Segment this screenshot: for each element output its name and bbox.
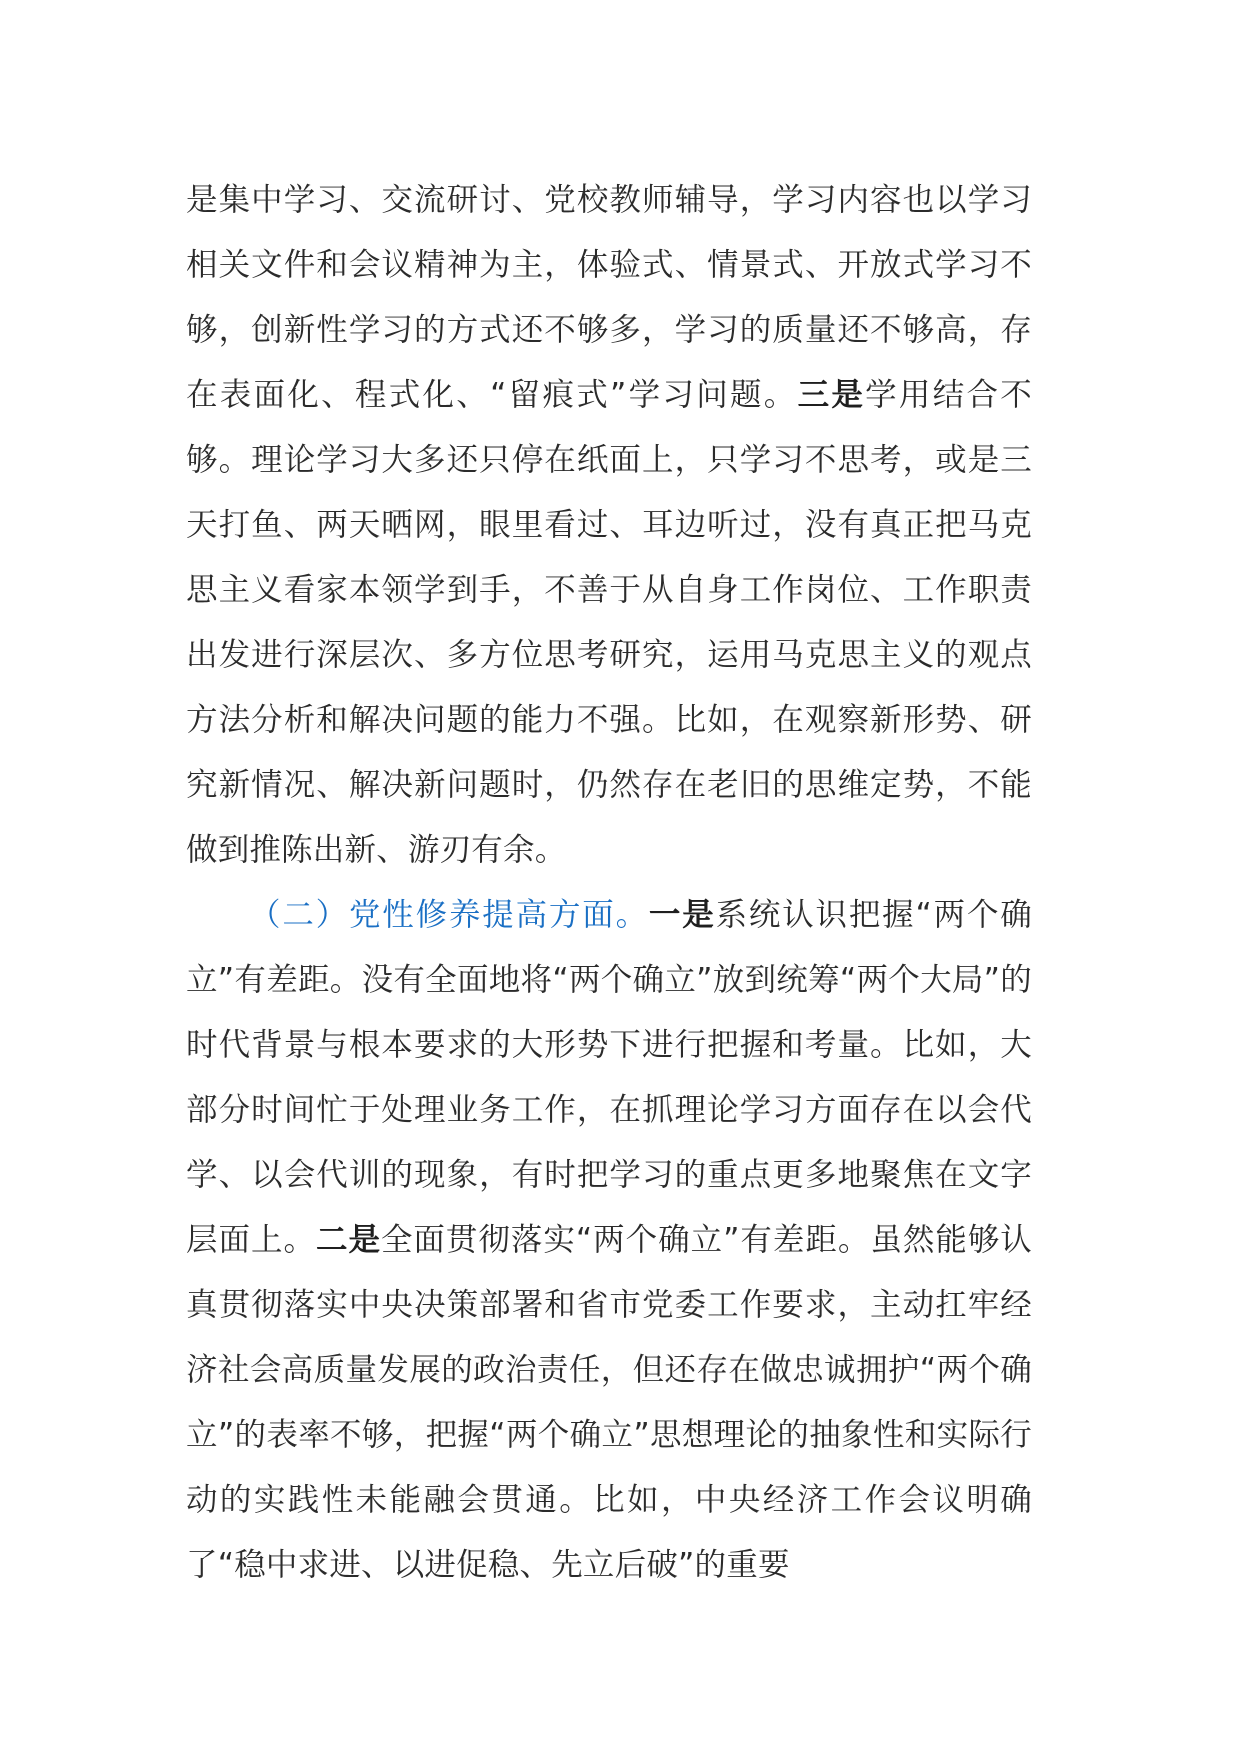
paragraph-study-methods	[186, 168, 1032, 883]
point-marker-two: 二是	[315, 1222, 381, 1258]
point-marker-three: 三是	[797, 377, 866, 413]
paragraph-party-cultivation	[186, 883, 1032, 1598]
point-marker-one: 一是	[648, 897, 716, 933]
document-body	[186, 168, 1032, 1598]
paragraph-text: 系统认识把握“两个确立”有差距。没有全面地将“两个确立”放到统筹“两个大局”的时代背景与根本要求的大形势下进行把握和考量。比如，大部分时间忙于处理业务工作，在抓理论学习方面存在以会代学、以会代训的现象，有时把学习的重点更多地聚焦在文字层面上。	[186, 897, 1033, 1258]
section-heading: （二）党性修养提高方面。	[249, 897, 649, 933]
paragraph-text: 学用结合不够。理论学习大多还只停在纸面上，只学习不思考，或是三天打鱼、两天晒网，眼里看过、耳边听过，没有真正把马克思主义看家本领学到手，不善于从自身工作岗位、工作职责出发进行深层次、多方位思考研究，运用马克思主义的观点方法分析和解决问题的能力不强。比如，在观察新形势、研究新情况、解决新问题时，仍然存在老旧的思维定势，不能做到推陈出新、游刃有余。	[186, 377, 1032, 868]
paragraph-text: 是集中学习、交流研讨、党校教师辅导，学习内容也以学习相关文件和会议精神为主，体验式、情景式、开放式学习不够，创新性学习的方式还不够多，学习的质量还不够高，存在表面化、程式化、“留痕式”学习问题。	[186, 182, 1032, 413]
paragraph-text: 全面贯彻落实“两个确立”有差距。虽然能够认真贯彻落实中央决策部署和省市党委工作要求，主动扛牢经济社会高质量发展的政治责任，但还存在做忠诚拥护“两个确立”的表率不够，把握“两个确立”思想理论的抽象性和实际行动的实践性未能融会贯通。比如，中央经济工作会议明确了“稳中求进、以进促稳、先立后破”的重要	[186, 1222, 1032, 1583]
